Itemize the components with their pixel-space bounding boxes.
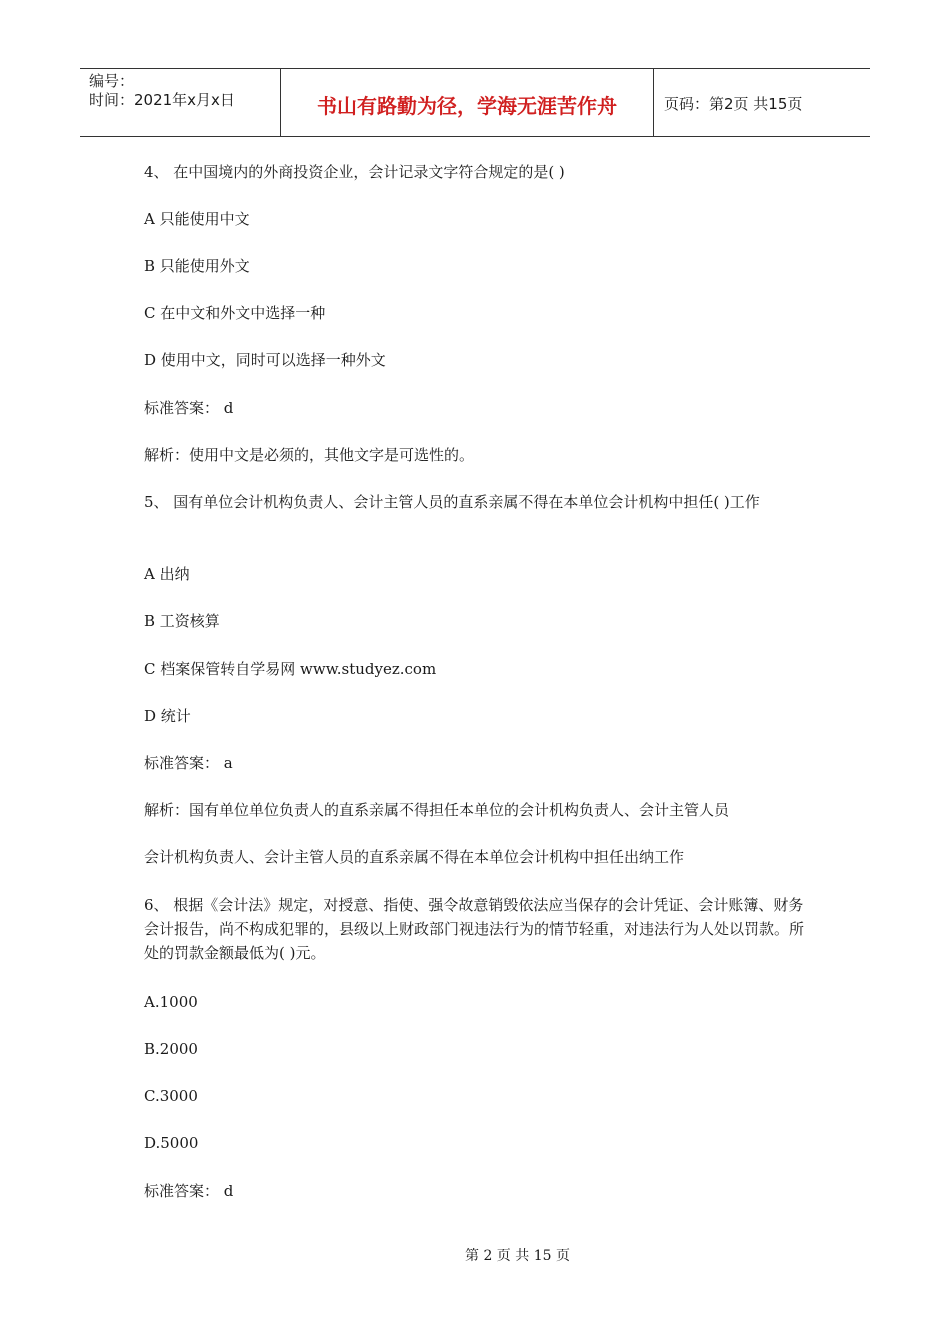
q5-answer: 标准答案： a bbox=[144, 754, 233, 772]
q6-option-a: A.1000 bbox=[144, 993, 198, 1011]
q6-option-d: D.5000 bbox=[144, 1134, 199, 1152]
header-motto: 书山有路勤为径，学海无涯苦作舟 bbox=[281, 69, 654, 136]
q4-option-b: B 只能使用外文 bbox=[144, 257, 250, 275]
question-6: 6、 根据《会计法》规定，对授意、指使、强令故意销毁依法应当保存的会计凭证、会计账簿、财务会计报告，尚不构成犯罪的，县级以上财政部门视违法行为的情节轻重，对违法行为人处以罚款。所处的罚款金额最低为( )元。 bbox=[144, 896, 805, 962]
question-4: 4、 在中国境内的外商投资企业，会计记录文字符合规定的是( ) bbox=[144, 163, 565, 181]
document-number-label: 编号： bbox=[89, 72, 135, 90]
q4-option-d: D 使用中文，同时可以选择一种外文 bbox=[144, 351, 386, 369]
q4-explanation: 解析：使用中文是必须的，其他文字是可选性的。 bbox=[144, 446, 475, 464]
page-footer bbox=[0, 1245, 950, 1265]
q5-explanation: 解析：国有单位单位负责人的直系亲属不得担任本单位的会计机构负责人、会计主管人员 bbox=[144, 801, 730, 819]
q5-option-c: C 档案保管转自学易网 www.studyez.com bbox=[144, 660, 437, 678]
header-meta bbox=[80, 69, 281, 136]
footer-page-number: 第 2 页 共 15 页 bbox=[465, 1248, 570, 1264]
q5-option-b: B 工资核算 bbox=[144, 612, 220, 630]
q5-explanation-cont: 会计机构负责人、会计主管人员的直系亲属不得在本单位会计机构中担任出纳工作 bbox=[144, 848, 685, 866]
question-5: 5、 国有单位会计机构负责人、会计主管人员的直系亲属不得在本单位会计机构中担任( )工作 bbox=[144, 493, 760, 511]
q6-option-c: C.3000 bbox=[144, 1087, 198, 1105]
q4-option-c: C 在中文和外文中选择一种 bbox=[144, 304, 326, 322]
q6-answer: 标准答案： d bbox=[144, 1182, 234, 1200]
header-page-info: 页码：第2页 共15页 bbox=[664, 95, 803, 113]
q4-answer: 标准答案： d bbox=[144, 399, 234, 417]
q4-option-a: A 只能使用中文 bbox=[144, 210, 250, 228]
q6-option-b: B.2000 bbox=[144, 1040, 198, 1058]
page-header bbox=[80, 68, 870, 137]
q5-option-d: D 统计 bbox=[144, 707, 191, 725]
q5-option-a: A 出纳 bbox=[144, 565, 190, 583]
document-date-label: 时间：2021年x月x日 bbox=[89, 91, 235, 109]
